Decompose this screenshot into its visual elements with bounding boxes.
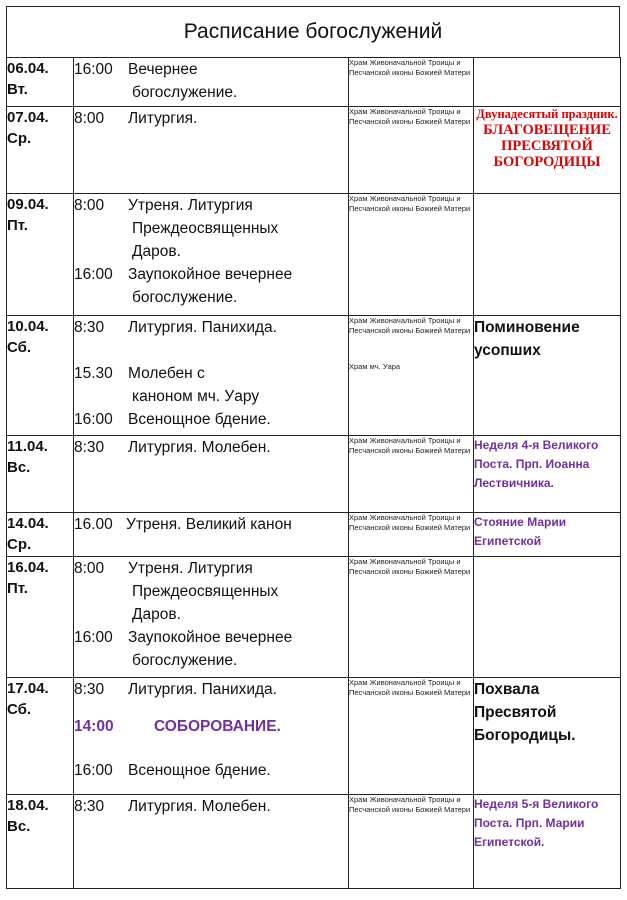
note-cell	[474, 436, 621, 513]
service-text: Всенощное бдение.	[128, 411, 271, 428]
place-text: Храм Живоначальной Троицы и Песчанской иконы Божией Матери	[349, 107, 471, 126]
table-row	[7, 194, 621, 316]
weekday: Сб.	[7, 701, 32, 718]
place-text: Храм мч. Уара	[349, 362, 401, 371]
place-text: Храм Живоначальной Троицы и Песчанской иконы Божией Матери	[349, 436, 471, 455]
place-text: Храм Живоначальной Троицы и Песчанской иконы Божией Матери	[349, 513, 471, 532]
date-cell	[7, 557, 74, 678]
service-line	[74, 759, 348, 782]
service-text: Всенощное бдение.	[128, 762, 271, 779]
service-line	[74, 715, 348, 738]
date: 18.04.	[7, 797, 49, 814]
service-text-cont: богослужение.	[132, 652, 238, 669]
service-text: СОБОРОВАНИЕ.	[154, 718, 281, 735]
table-row	[7, 795, 621, 889]
service-text: Вечернее	[128, 61, 198, 78]
services-cell	[74, 513, 349, 557]
note-cell	[474, 316, 621, 436]
service-time: 8:00	[74, 110, 105, 127]
place-text: Храм Живоначальной Троицы и Песчанской иконы Божией Матери	[349, 316, 471, 335]
service-text: Заупокойное вечернее	[128, 266, 293, 283]
note-text: Неделя 5-я Великого Поста. Прп. Марии Египетской.	[474, 797, 599, 849]
service-text-cont: Преждеосвященных	[132, 220, 279, 237]
date: 09.04.	[7, 196, 49, 213]
service-time: 8:00	[74, 560, 105, 577]
service-line	[74, 408, 348, 431]
service-line	[74, 58, 348, 81]
services-cell	[74, 557, 349, 678]
schedule-table	[6, 57, 621, 889]
place-text: Храм Живоначальной Троицы и Песчанской иконы Божией Матери	[349, 194, 471, 213]
service-time: 16:00	[74, 629, 113, 646]
feast-label: Двунадесятый праздник.	[476, 107, 618, 121]
services-cell	[74, 58, 349, 107]
date: 17.04.	[7, 680, 49, 697]
service-line	[74, 107, 348, 130]
services-cell	[74, 107, 349, 194]
service-time: 15.30	[74, 365, 113, 382]
weekday: Ср.	[7, 130, 32, 147]
place-cell	[349, 194, 474, 316]
service-time: 16.00	[74, 516, 113, 533]
note-cell	[474, 58, 621, 107]
date-cell	[7, 513, 74, 557]
service-text-cont: Даров.	[132, 243, 181, 260]
service-text: Утреня. Литургия	[128, 197, 253, 214]
date-cell	[7, 678, 74, 795]
note-text: Стояние Марии Египетской	[474, 515, 567, 548]
services-cell	[74, 436, 349, 513]
service-text-cont: каноном мч. Уару	[132, 388, 260, 405]
service-text: Утреня. Великий канон	[126, 516, 292, 533]
note-cell	[474, 107, 621, 194]
service-text-cont: Даров.	[132, 606, 181, 623]
services-cell	[74, 316, 349, 436]
place-cell	[349, 58, 474, 107]
note-text: Поминовение усопших	[474, 319, 580, 359]
date-cell	[7, 795, 74, 889]
service-time: 16:00	[74, 266, 113, 283]
date-cell	[7, 316, 74, 436]
feast-name: БЛАГОВЕЩЕНИЕ ПРЕСВЯТОЙ БОГОРОДИЦЫ	[483, 122, 611, 170]
place-text: Храм Живоначальной Троицы и Песчанской иконы Божией Матери	[349, 58, 471, 77]
service-line	[74, 436, 348, 459]
service-text: Молебен с	[128, 365, 205, 382]
date-cell	[7, 194, 74, 316]
weekday: Пт.	[7, 217, 28, 234]
service-line	[74, 362, 348, 385]
service-text: Литургия. Панихида.	[128, 319, 277, 336]
service-line	[74, 194, 348, 217]
date-cell	[7, 58, 74, 107]
date: 16.04.	[7, 559, 49, 576]
service-time: 8:30	[74, 319, 105, 336]
table-row	[7, 557, 621, 678]
table-row	[7, 436, 621, 513]
date: 11.04.	[7, 438, 48, 455]
service-text: Утреня. Литургия	[128, 560, 253, 577]
service-time: 16:00	[74, 762, 113, 779]
date: 07.04.	[7, 109, 49, 126]
services-cell	[74, 194, 349, 316]
services-cell	[74, 678, 349, 795]
place-cell	[349, 557, 474, 678]
place-cell	[349, 513, 474, 557]
place-text: Храм Живоначальной Троицы и Песчанской иконы Божией Матери	[349, 795, 471, 814]
note-text: Похвала Пресвятой Богородицы.	[474, 681, 576, 744]
date: 14.04.	[7, 515, 49, 532]
place-text: Храм Живоначальной Троицы и Песчанской иконы Божией Матери	[349, 678, 471, 697]
place-cell	[349, 316, 474, 436]
service-text: Литургия.	[128, 110, 198, 127]
weekday: Вс.	[7, 818, 31, 835]
weekday: Вт.	[7, 81, 28, 98]
table-row	[7, 316, 621, 436]
service-time: 8:30	[74, 798, 105, 815]
service-time: 14:00	[74, 718, 114, 735]
service-text: Литургия. Молебен.	[128, 439, 271, 456]
date: 10.04.	[7, 318, 49, 335]
page-title: Расписание богослужений	[6, 6, 620, 58]
date: 06.04.	[7, 60, 49, 77]
service-text: Литургия. Молебен.	[128, 798, 271, 815]
place-cell	[349, 436, 474, 513]
service-line	[74, 513, 348, 536]
place-cell	[349, 678, 474, 795]
service-text-cont: богослужение.	[132, 289, 238, 306]
service-text-cont: богослужение.	[132, 84, 238, 101]
service-line	[74, 316, 348, 339]
table-row	[7, 107, 621, 194]
note-cell	[474, 678, 621, 795]
table-row	[7, 58, 621, 107]
service-line	[74, 626, 348, 649]
services-cell	[74, 795, 349, 889]
table-row	[7, 513, 621, 557]
note-cell	[474, 194, 621, 316]
place-cell	[349, 795, 474, 889]
weekday: Ср.	[7, 536, 32, 553]
service-time: 8:30	[74, 681, 105, 698]
service-text: Литургия. Панихида.	[128, 681, 277, 698]
service-time: 16:00	[74, 411, 113, 428]
place-cell	[349, 107, 474, 194]
service-line	[74, 795, 348, 818]
service-time: 16:00	[74, 61, 113, 78]
service-time: 8:30	[74, 439, 105, 456]
note-text: Неделя 4-я Великого Поста. Прп. Иоанна Лествичника.	[474, 438, 599, 490]
weekday: Пт.	[7, 580, 28, 597]
service-line	[74, 678, 348, 701]
note-cell	[474, 513, 621, 557]
note-cell	[474, 557, 621, 678]
service-time: 8:00	[74, 197, 105, 214]
date-cell	[7, 436, 74, 513]
note-cell	[474, 795, 621, 889]
weekday: Вс.	[7, 459, 31, 476]
service-text-cont: Преждеосвященных	[132, 583, 279, 600]
service-line	[74, 557, 348, 580]
table-row	[7, 678, 621, 795]
date-cell	[7, 107, 74, 194]
place-text: Храм Живоначальной Троицы и Песчанской иконы Божией Матери	[349, 557, 471, 576]
service-line	[74, 263, 348, 286]
weekday: Сб.	[7, 339, 32, 356]
service-text: Заупокойное вечернее	[128, 629, 293, 646]
